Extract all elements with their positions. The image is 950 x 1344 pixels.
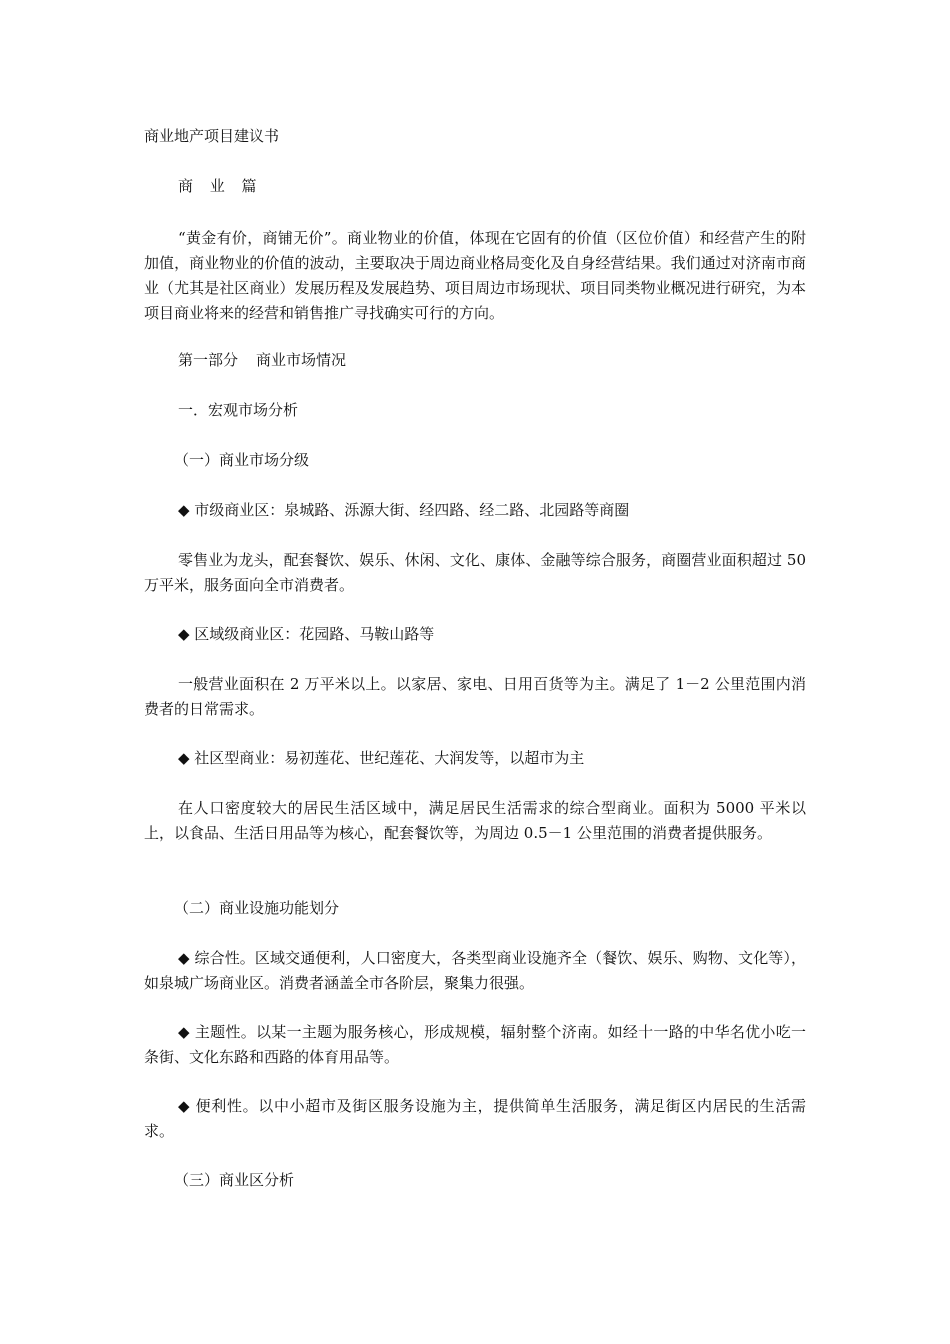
subsection-heading-district-analysis: （三）商业区分析 <box>174 1171 295 1189</box>
chapter-heading: 商 业 篇 <box>178 177 263 195</box>
intro-paragraph: “黄金有价，商铺无价”。商业物业的价值，体现在它固有的价值（区位价值）和经营产生的附加值，商业物业的价值的波动，主要取决于周边商业格局变化及自身经营结果。我们通过对济南市商业（尤其是社区商业）发展历程及发展趋势、项目周边市场现状、项目同类物业概况进行研究，为本项目商业将来的经营和销售推广寻找确实可行的方向。 <box>144 229 806 322</box>
subsection-heading-market-grading: （一）商业市场分级 <box>174 451 310 469</box>
community-heading: ◆ 社区型商业：易初莲花、世纪莲花、大润发等，以超市为主 <box>178 749 585 767</box>
document-title: 商业地产项目建议书 <box>144 127 280 145</box>
part-heading <box>144 348 806 373</box>
district-level-paragraph: 一般营业面积在 2 万平米以上。以家居、家电、日用百货等为主。满足了 1－2 公里范围内消费者的日常需求。 <box>144 675 806 718</box>
community-paragraph: 在人口密度较大的居民生活区域中，满足居民生活需求的综合型商业。面积为 5000 平米以上，以食品、生活日用品等为核心，配套餐饮等，为周边 0.5－1 公里范围的消费者提供服务。 <box>144 799 806 842</box>
part-label: 第一部分 <box>178 351 239 369</box>
city-level-heading: ◆ 市级商业区：泉城路、泺源大街、经四路、经二路、北园路等商圈 <box>178 501 630 519</box>
comprehensive-paragraph: ◆ 综合性。区域交通便利，人口密度大，各类型商业设施齐全（餐饮、娱乐、购物、文化等），如泉城广场商业区。消费者涵盖全市各阶层，聚集力很强。 <box>144 949 806 992</box>
convenience-paragraph: ◆ 便利性。以中小超市及街区服务设施为主，提供简单生活服务，满足街区内居民的生活需求。 <box>144 1097 806 1140</box>
subsection-heading-facility-functions: （二）商业设施功能划分 <box>174 899 340 917</box>
part-title: 商业市场情况 <box>256 351 347 369</box>
district-level-heading: ◆ 区域级商业区：花园路、马鞍山路等 <box>178 625 435 643</box>
city-level-paragraph: 零售业为龙头，配套餐饮、娱乐、休闲、文化、康体、金融等综合服务，商圈营业面积超过 50 万平米，服务面向全市消费者。 <box>144 551 806 594</box>
section-heading-macro: 一．宏观市场分析 <box>178 401 299 419</box>
thematic-paragraph: ◆ 主题性。以某一主题为服务核心，形成规模，辐射整个济南。如经十一路的中华名优小吃一条街、文化东路和西路的体育用品等。 <box>144 1023 806 1066</box>
